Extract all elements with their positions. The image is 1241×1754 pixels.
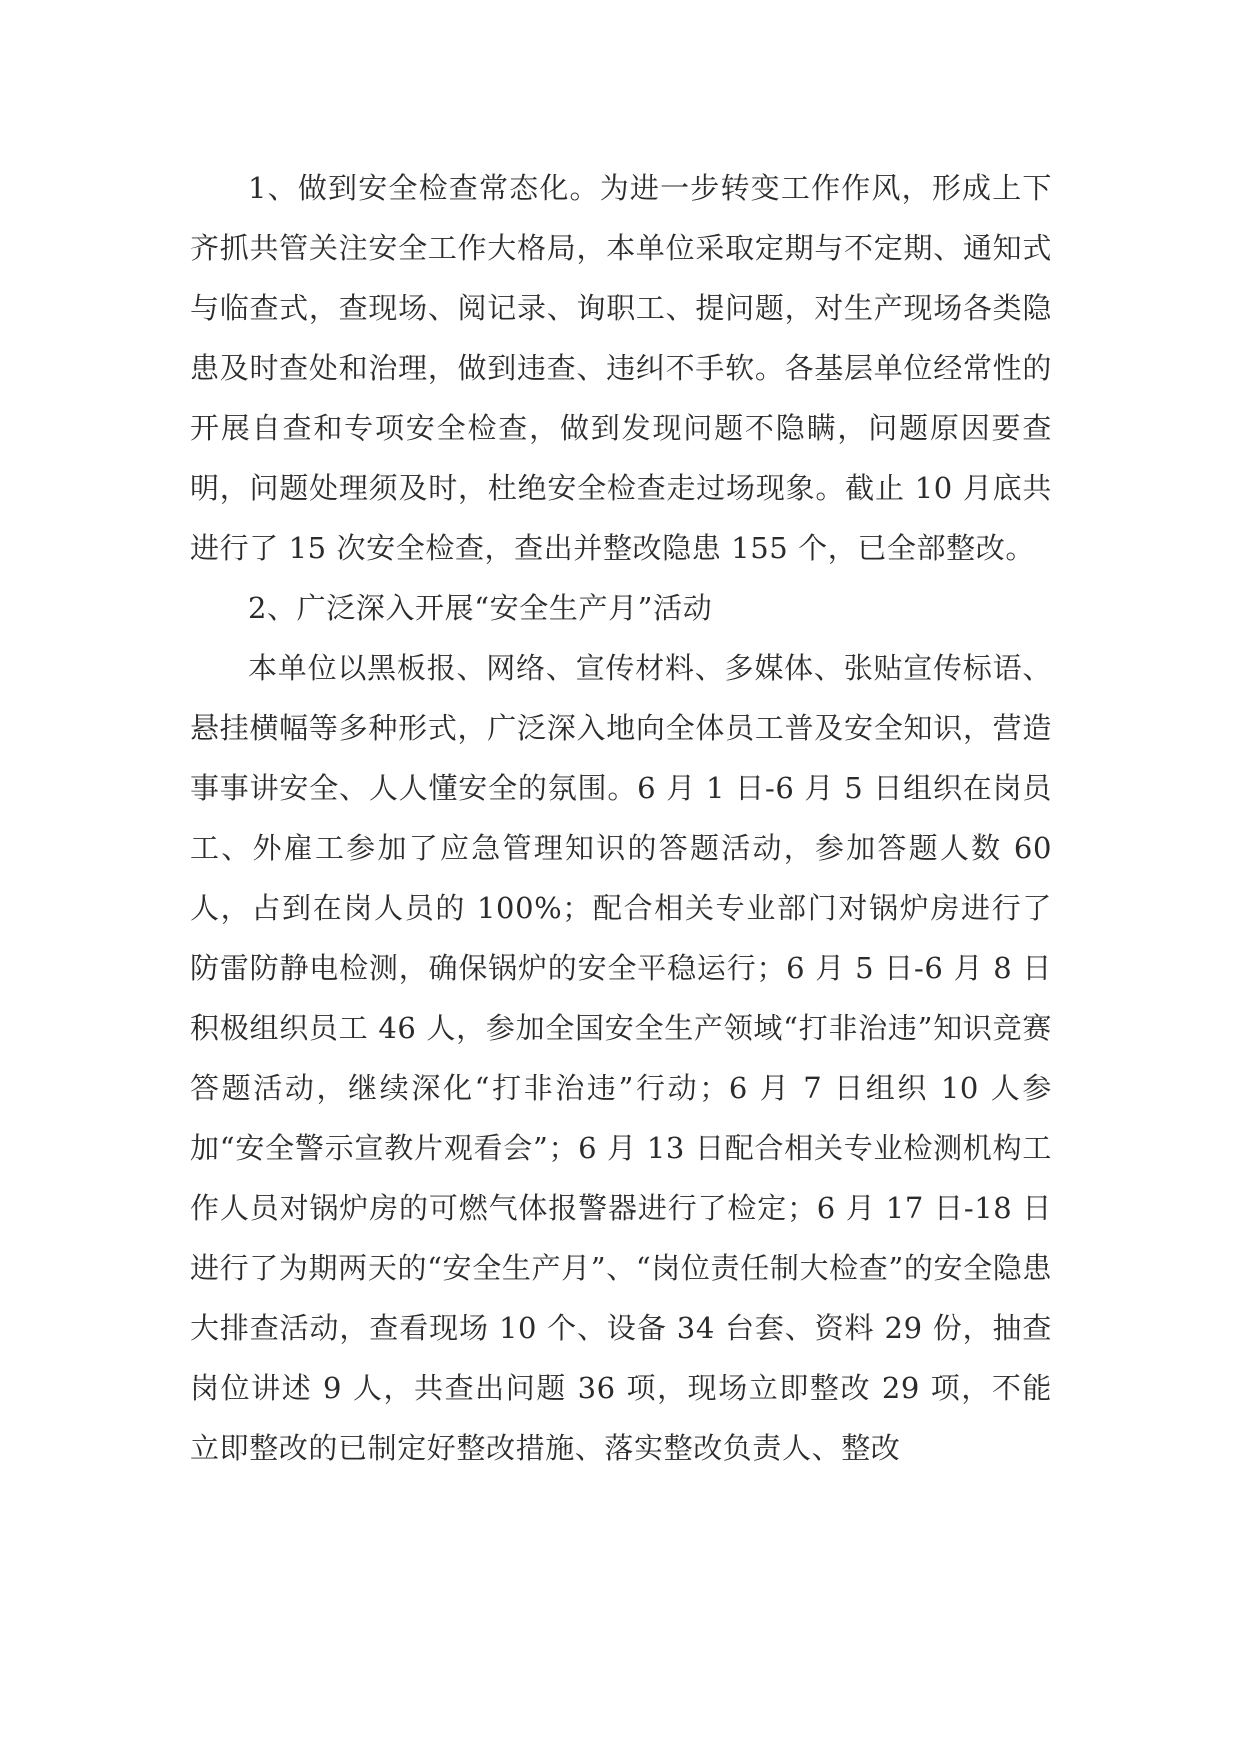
- document-body: [190, 158, 1052, 1478]
- paragraph-safety-inspection: 1、做到安全检查常态化。为进一步转变工作作风，形成上下齐抓共管关注安全工作大格局，本单位采取定期与不定期、通知式与临查式，查现场、阅记录、询职工、提问题，对生产现场各类隐患及时查处和治理，做到违查、违纠不手软。各基层单位经常性的开展自查和专项安全检查，做到发现问题不隐瞒，问题原因要查明，问题处理须及时，杜绝安全检查走过场现象。截止 10 月底共进行了 15 次安全检查，查出并整改隐患 155 个，已全部整改。: [190, 171, 1052, 565]
- paragraph-safety-month-activities: 本单位以黑板报、网络、宣传材料、多媒体、张贴宣传标语、悬挂横幅等多种形式，广泛深入地向全体员工普及安全知识，营造事事讲安全、人人懂安全的氛围。6 月 1 日-6 月 5 日组织在岗员工、外雇工参加了应急管理知识的答题活动，参加答题人数 60 人，占到在岗人员的 100%；配合相关专业部门对锅炉房进行了防雷防静电检测，确保锅炉的安全平稳运行；6 月 5 日-6 月 8 日积极组织员工 46 人，参加全国安全生产领域“打非治违”知识竞赛答题活动，继续深化“打非治违”行动；6 月 7 日组织 10 人参加“安全警示宣教片观看会”；6 月 13 日配合相关专业检测机构工作人员对锅炉房的可燃气体报警器进行了检定；6 月 17 日-18 日进行了为期两天的“安全生产月”、“岗位责任制大检查”的安全隐患大排查活动，查看现场 10 个、设备 34 台套、资料 29 份，抽查岗位讲述 9 人，共查出问题 36 项，现场立即整改 29 项，不能立即整改的已制定好整改措施、落实整改负责人、整改: [190, 651, 1052, 1465]
- section-heading-safety-month: 2、广泛深入开展“安全生产月”活动: [248, 591, 713, 625]
